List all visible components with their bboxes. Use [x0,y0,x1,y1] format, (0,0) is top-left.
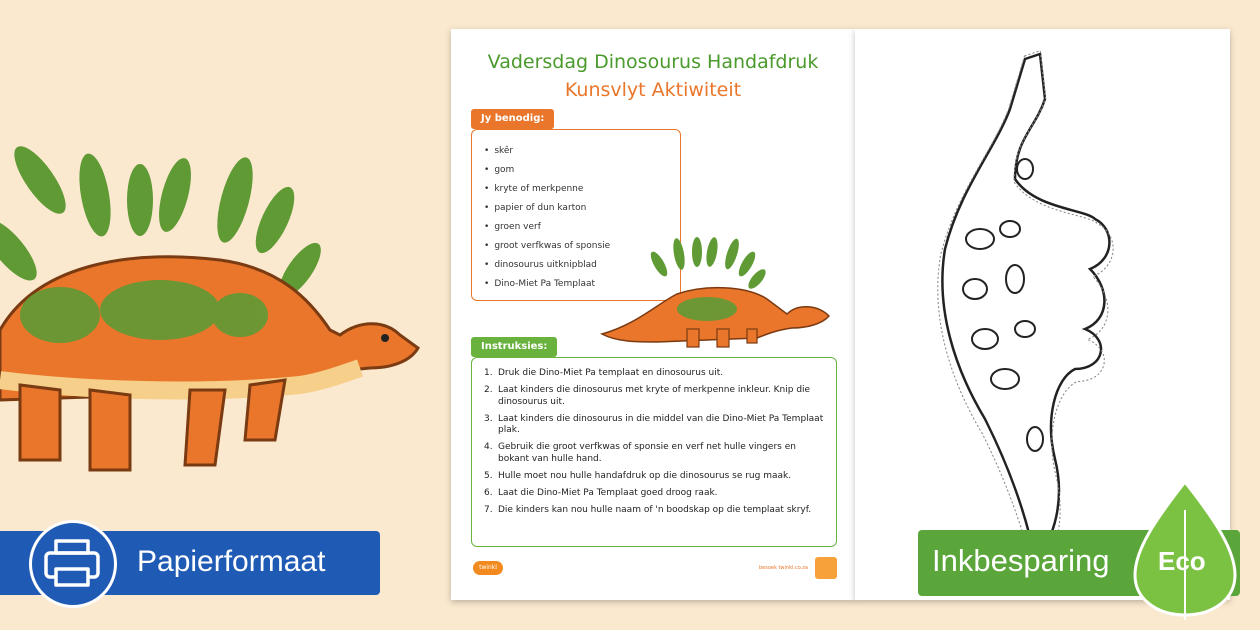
ink-saving-label: Inkbesparing [932,543,1110,578]
dino-cutout-outline [915,39,1145,579]
list-item: • skêr [484,142,610,161]
printer-icon-circle [29,520,117,608]
list-item: • dinosourus uitknipblad [484,256,610,275]
list-item: • gom [484,161,610,180]
list-item: 5. Hulle moet nou hulle handafdruk op die dinosourus se rug maak. [484,470,792,481]
list-item: 4. Gebruik die groot verfkwas of sponsie en verf net hulle vingers en bokant van hulle hand. [484,442,796,464]
worksheet-subtitle: Kunsvlyt Aktiwiteit [564,79,742,101]
stegosaurus-handprint-illustration [0,140,430,480]
list-item: 2. Laat kinders die dinosourus met kryte of merkpenne inkleur. Knip die dinosourus uit. [484,385,811,407]
twinkl-logo: twinkl [473,561,503,575]
list-item: • kryte of merkpenne [484,180,610,199]
list-item: 3. Laat kinders die dinosourus in die middel van die Dino-Miet Pa Templaat plak. [484,413,824,435]
instructions-box [471,357,837,547]
paper-format-label: Papierformaat [137,545,326,578]
list-item: 1. Druk die Dino-Miet Pa templaat en dinosourus uit. [484,368,724,378]
instructions-heading: Instruksies: [471,337,557,357]
instructions-list [484,368,824,522]
printer-icon [32,523,114,605]
worksheet-page [451,29,855,600]
list-item: 7. Die kinders kan nou hulle naam of 'n boodskap op die templaat skryf. [484,504,812,515]
needs-heading: Jy benodig: [471,109,554,129]
list-item: • papier of dun karton [484,199,610,218]
list-item: 6. Laat die Dino-Miet Pa Templaat goed droog raak. [484,487,718,498]
footer-badge [815,557,837,579]
needs-list [484,142,610,294]
list-item: • groen verf [484,218,610,237]
footer-url: besoek twinkl.co.za [759,565,808,571]
eco-label: Eco [1158,546,1206,576]
small-dino-illustration [597,224,833,349]
list-item: • groot verfkwas of sponsie [484,237,610,256]
list-item: • Dino-Miet Pa Templaat [484,275,610,294]
worksheet-title: Vadersdag Dinosourus Handafdruk [487,51,819,73]
